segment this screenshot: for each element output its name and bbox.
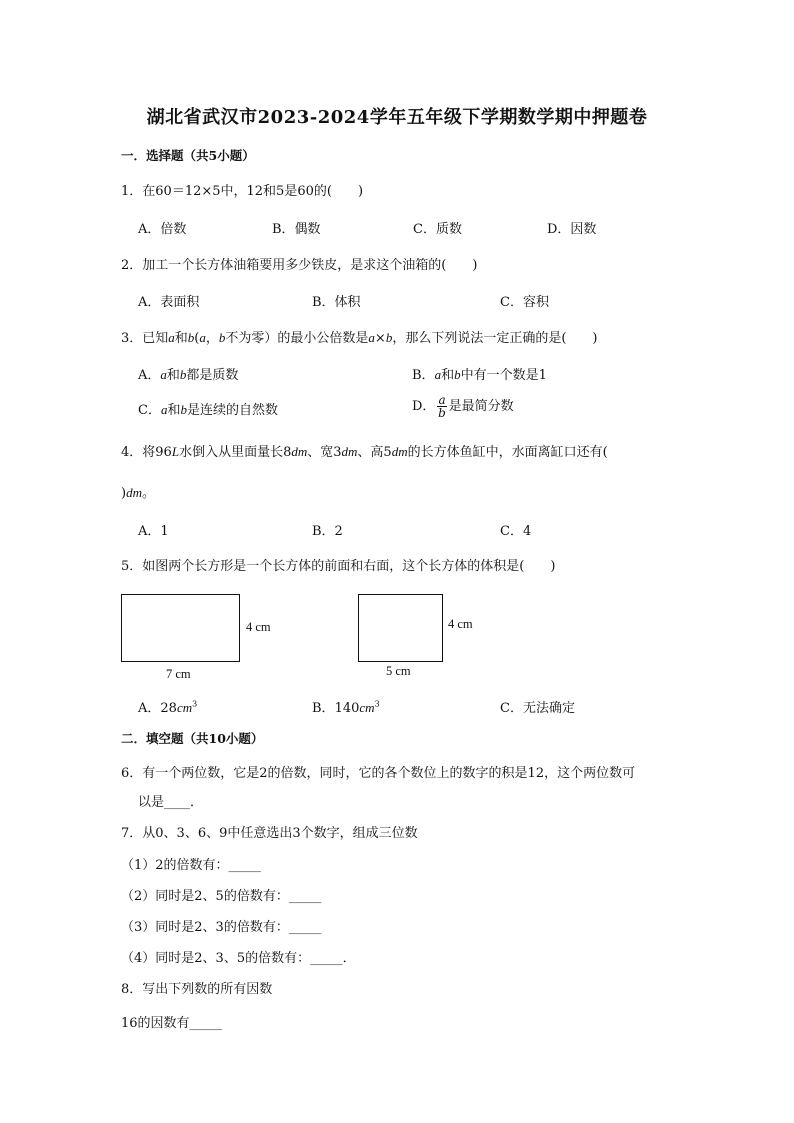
question-4-line-2: )dm。 — [121, 485, 155, 501]
q7-sub-1: （1）2的倍数有：_____ — [121, 858, 262, 873]
question-2: 2．加工一个长方体油箱要用多少铁皮，是求这个油箱的( ) — [121, 258, 478, 273]
q2-option-b: B．体积 — [312, 295, 361, 310]
q2-option-a: A．表面积 — [138, 295, 200, 310]
section-heading-choice: 一．选择题（共5小题） — [121, 148, 255, 163]
q1-option-b: B．偶数 — [272, 222, 321, 237]
question-6-line-1: 6．有一个两位数，它是2的倍数，同时，它的各个数位上的数字的积是12，这个两位数可 — [121, 766, 636, 781]
question-6-line-2: 以是____． — [138, 795, 204, 810]
q3-option-d: D． $\frac{a}{b}$ 是最简分数 — [412, 393, 514, 420]
question-3: 3．已知a和b(a，b不为零）的最小公倍数是a×b，那么下列说法一定正确的是( ) — [121, 330, 598, 346]
q5-option-b: B．$140cm^3$ — [312, 699, 380, 716]
q5-option-c: C．无法确定 — [500, 701, 575, 716]
q3-option-b: B．a和b中有一个数是1 — [412, 367, 547, 383]
q1-option-a: A．倍数 — [138, 222, 187, 237]
q5-option-a: A．$28cm^3$ — [138, 699, 198, 716]
q7-sub-4: （4）同时是2、3、5的倍数有：_____． — [121, 951, 356, 966]
q4-option-b: B．2 — [312, 524, 343, 539]
q4-option-a: A．1 — [138, 524, 169, 539]
q4-option-c: C．4 — [500, 524, 532, 539]
fraction-a-over-b: $\frac{a}{b}$ — [438, 393, 446, 420]
question-5: 5．如图两个长方形是一个长方体的前面和右面，这个长方体的体积是( ) — [121, 559, 556, 574]
front-face-width-label: 7 cm — [166, 667, 191, 681]
q1-option-d: D．因数 — [547, 222, 597, 237]
right-face-height-label: 4 cm — [448, 617, 473, 631]
q3-option-c: C．a和b是连续的自然数 — [138, 402, 278, 418]
question-4-line-1: 4．将96L水倒入从里面量长8dm、宽3dm、高5dm的长方体鱼缸中，水面离缸口还有( — [121, 444, 608, 460]
section-heading-fill-in: 二．填空题（共10小题） — [121, 731, 264, 746]
front-face-rectangle — [121, 594, 240, 662]
question-1: 1．在60＝12×5中，12和5是60的( ) — [121, 184, 364, 199]
question-7: 7．从0、3、6、9中任意选出3个数字，组成三位数 — [121, 826, 418, 841]
q7-sub-2: （2）同时是2、5的倍数有：_____ — [121, 889, 322, 904]
question-8: 8．写出下列数的所有因数 — [121, 982, 273, 997]
page-title: 湖北省武汉市2023-2024学年五年级下学期数学期中押题卷 — [146, 107, 648, 128]
q3-option-a: A．a和b都是质数 — [138, 367, 239, 383]
q1-option-c: C．质数 — [413, 222, 462, 237]
q8-sub-1: 16的因数有_____ — [121, 1016, 223, 1031]
right-face-width-label: 5 cm — [386, 664, 411, 678]
q2-option-c: C．容积 — [500, 295, 549, 310]
q7-sub-3: （3）同时是2、3的倍数有：_____ — [121, 920, 322, 935]
right-face-rectangle — [358, 594, 443, 662]
front-face-height-label: 4 cm — [246, 620, 271, 634]
